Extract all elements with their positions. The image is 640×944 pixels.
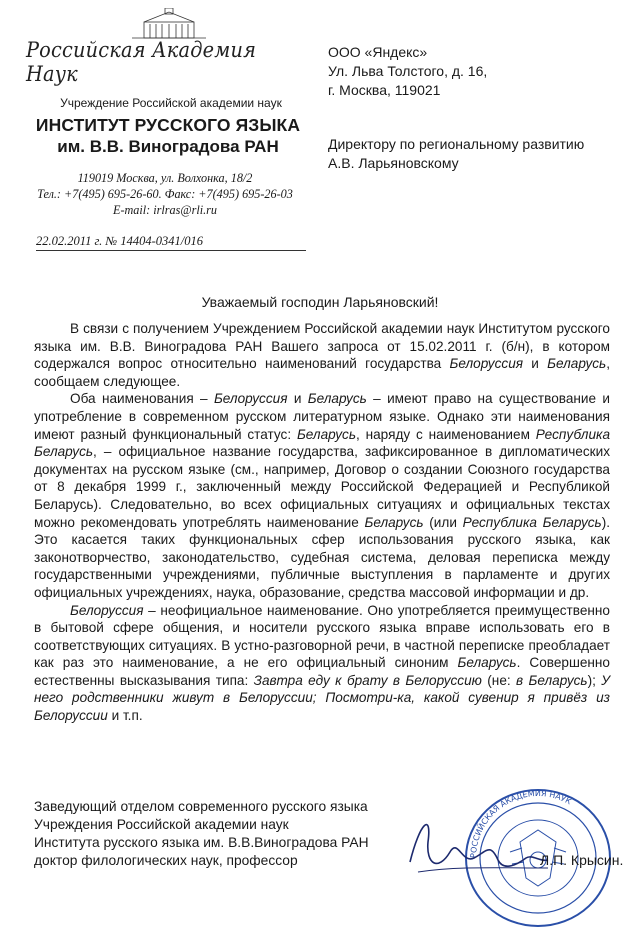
signature-line: Учреждения Российской академии наук [34, 817, 289, 832]
recipient-street: Ул. Льва Толстого, д. 16, [328, 63, 488, 79]
signature-line: доктор филологических наук, профессор [34, 853, 298, 868]
signer-name: Л.П. Крысин. [540, 852, 624, 868]
academy-name-script: Российская Академия Наук [26, 38, 257, 86]
signature-line: Заведующий отделом современного русского языка [34, 799, 368, 814]
recipient-city: г. Москва, 119021 [328, 82, 441, 98]
recipient-address [328, 43, 628, 100]
reference-number: 22.02.2011 г. № 14404-0341/016 [36, 234, 306, 251]
institution-address [20, 170, 310, 218]
paragraph-1: В связи с получением Учреждением Российской академии наук Институтом русского языка им. В.В. Виноградова РАН Вашего запроса от 15.02.2011 г. (б/н), в котором содержался вопрос относительно наименований государства Белоруссия и Беларусь, сообщаем следующее. [34, 321, 610, 389]
phone-line: Тел.: +7(495) 695-26-60. Факс: +7(495) 695-26-03 [37, 187, 293, 201]
signature-block [34, 798, 414, 870]
handwritten-signature-icon [398, 802, 558, 902]
email-line: E-mail: irlras@rli.ru [113, 203, 217, 217]
paragraph-2: Оба наименования – Белоруссия и Беларусь – имеют право на существование и употребление в современном русском литературном языке. Однако эти наименования имеют разный функциональный статус: Беларусь, наряду с наименованием Республика Беларусь, – официальное название государства, зафиксированное в дипломатических документах на русском языке (см., например, Договор о создании Союзного государства от 8 декабря 1999 г., заключенный между Российской Федерацией и Республикой Беларусь). Следовательно, во всех официальных ситуациях и официальных текстах можно рекомендовать употреблять наименование Беларусь (или Республика Беларусь). Это касается таких функциональных сфер использования русского языка, как законотворчество, законодательство, судебная система, деловая переписка между государственными учреждениями, публичные выступления в парламенте и других официальных учреждениях, наука, образование, средства массовой информации и др. [34, 391, 611, 600]
stamp-ring-text: РОССИЙСКАЯ АКАДЕМИЯ НАУК [468, 789, 573, 859]
recipient-position: Директору по региональному развитию [328, 136, 585, 152]
salutation: Уважаемый господин Ларьяновский! [201, 294, 439, 310]
institution-name: ИНСТИТУТ РУССКОГО ЯЗЫКА [35, 115, 301, 135]
address-line: 119019 Москва, ул. Волхонка, 18/2 [77, 171, 253, 185]
institution-subtitle: им. В.В. Виноградова РАН [57, 137, 279, 156]
institution-type: Учреждение Российской академии наук [60, 96, 282, 110]
letter-body [34, 320, 610, 725]
signature-line: Института русского языка им. В.В.Виноградова РАН [34, 835, 369, 850]
recipient-person [328, 135, 628, 173]
recipient-company: ООО «Яндекс» [328, 44, 428, 60]
paragraph-3: Белоруссия – неофициальное наименование. Оно употребляется преимущественно в бытовой сфере общения, и носители русского языка вправе использовать его в соответствующих ситуациях. В устно-разговорной речи, в частной переписке преобладает как раз это наименование, а не его официальный синоним Беларусь. Совершенно естественны высказывания типа: Завтра еду к брату в Белоруссию (не: в Беларусь); У него родственники живут в Белоруссии; Посмотри-ка, какой сувенир я привёз из Белоруссии и т.п. [34, 602, 610, 724]
recipient-name: А.В. Ларьяновскому [328, 155, 459, 171]
